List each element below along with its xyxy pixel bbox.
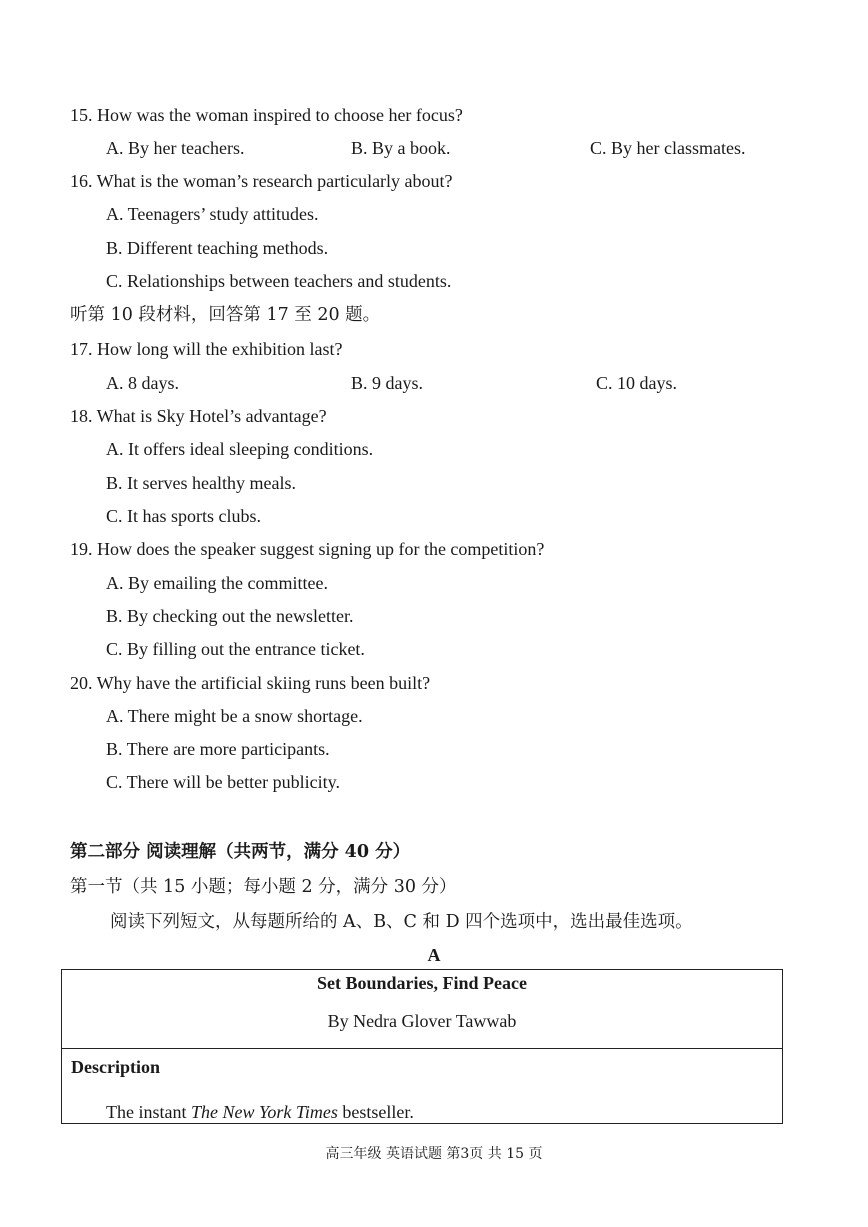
description-text — [106, 1101, 414, 1123]
reading-instruction: 阅读下列短文，从每题所给的 A、B、C 和 D 四个选项中，选出最佳选项。 — [110, 912, 693, 932]
q17-option-c: C. 10 days. — [596, 373, 677, 393]
description-suffix: bestseller. — [337, 1102, 414, 1122]
part-two-heading: 第二部分 阅读理解（共两节，满分 40 分） — [70, 842, 411, 862]
q20-option-b: B. There are more participants. — [106, 739, 330, 759]
q18-option-a: A. It offers ideal sleeping conditions. — [106, 439, 374, 459]
q15-option-c: C. By her classmates. — [590, 138, 746, 158]
passage-letter: A — [427, 945, 441, 965]
box-divider — [62, 1048, 782, 1049]
book-author: By Nedra Glover Tawwab — [327, 1011, 517, 1031]
q16-option-a: A. Teenagers’ study attitudes. — [106, 204, 319, 224]
question-15: 15. How was the woman inspired to choose her focus? — [70, 105, 463, 125]
q20-option-a: A. There might be a snow shortage. — [106, 706, 363, 726]
question-20: 20. Why have the artificial skiing runs been built? — [70, 673, 431, 693]
q17-option-b: B. 9 days. — [351, 373, 423, 393]
description-label: Description — [71, 1057, 160, 1077]
question-18: 18. What is Sky Hotel’s advantage? — [70, 406, 327, 426]
page-footer: 高三年级 英语试题 第3页 共 15 页 — [325, 1146, 543, 1162]
q18-option-c: C. It has sports clubs. — [106, 506, 261, 526]
listening-instruction: 听第 10 段材料，回答第 17 至 20 题。 — [70, 305, 381, 325]
section-one-heading: 第一节（共 15 小题；每小题 2 分，满分 30 分） — [70, 877, 457, 897]
q18-option-b: B. It serves healthy meals. — [106, 473, 296, 493]
q15-option-b: B. By a book. — [351, 138, 451, 158]
q15-option-a: A. By her teachers. — [106, 138, 245, 158]
newspaper-title: The New York Times — [190, 1102, 338, 1122]
q19-option-a: A. By emailing the committee. — [106, 573, 328, 593]
book-title: Set Boundaries, Find Peace — [317, 973, 527, 993]
q19-option-b: B. By checking out the newsletter. — [106, 606, 354, 626]
q17-option-a: A. 8 days. — [106, 373, 179, 393]
q16-option-c: C. Relationships between teachers and students. — [106, 271, 452, 291]
book-info-box — [61, 969, 783, 1124]
description-prefix: The instant — [106, 1102, 191, 1122]
question-16: 16. What is the woman’s research particularly about? — [70, 171, 453, 191]
question-19: 19. How does the speaker suggest signing up for the competition? — [70, 539, 545, 559]
question-17: 17. How long will the exhibition last? — [70, 339, 343, 359]
q19-option-c: C. By filling out the entrance ticket. — [106, 639, 365, 659]
q20-option-c: C. There will be better publicity. — [106, 772, 340, 792]
q16-option-b: B. Different teaching methods. — [106, 238, 329, 258]
